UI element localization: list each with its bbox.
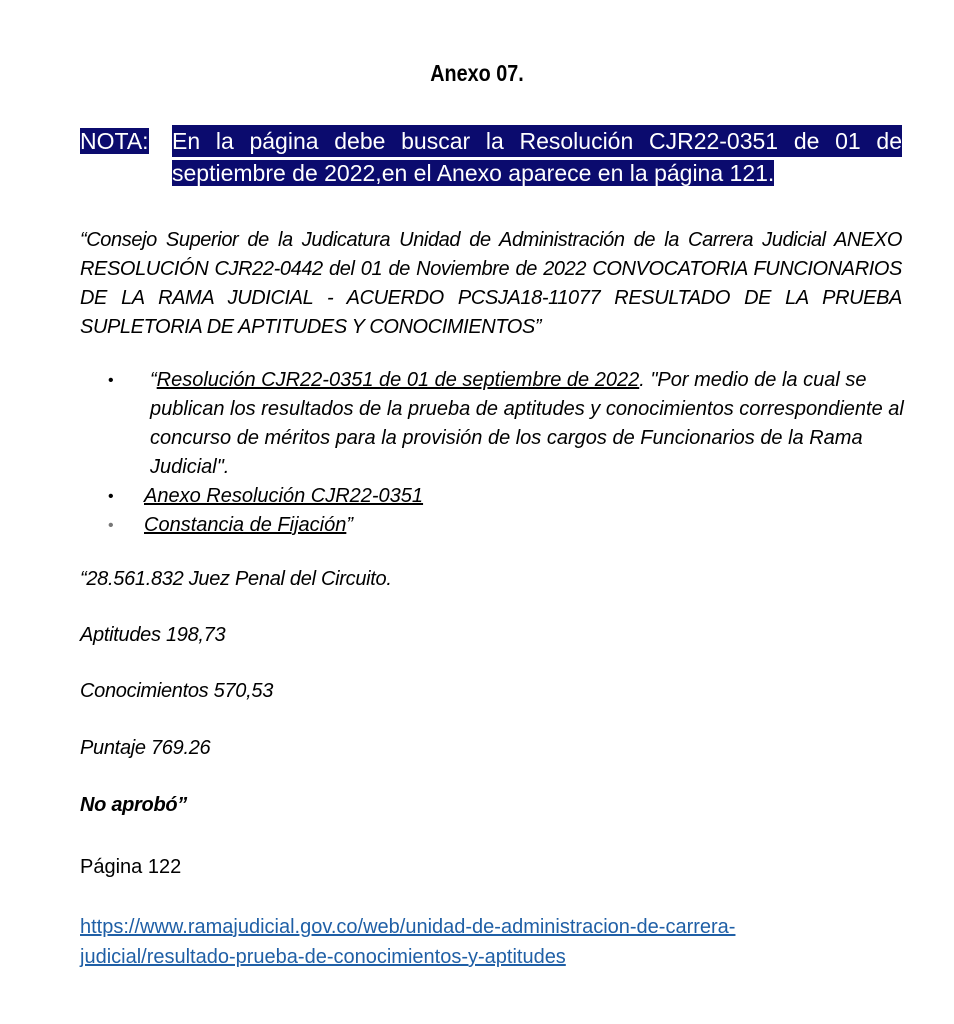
note-word: Resolución <box>519 128 634 154</box>
note-word: la <box>215 128 234 154</box>
annex-title: Anexo 07. <box>430 60 524 86</box>
resolution-link[interactable]: Resolución CJR22-0351 de 01 de septiembre de 2022 <box>156 369 640 391</box>
note-word: debe <box>334 128 386 154</box>
note-word: 01 <box>835 128 861 154</box>
bullet-icon: • <box>108 517 114 534</box>
open-quote: “ <box>150 369 157 391</box>
result-status: No aprobó” <box>80 794 187 816</box>
note-block <box>80 125 902 189</box>
note-word: de <box>793 128 820 154</box>
resolution-description: . "Por medio de la cual se publican los resultados de la prueba de aptitudes y conocimientos correspondiente al concurso de méritos para la provisión de los cargos de Funcionarios de la Rama Judicial". <box>150 369 904 478</box>
list-item <box>108 511 904 540</box>
annex-link[interactable]: Anexo Resolución CJR22-0351 <box>144 485 424 507</box>
note-word: la <box>485 128 504 154</box>
note-word: página <box>249 128 319 154</box>
note-word: buscar <box>401 128 471 154</box>
note-word: En <box>172 128 201 154</box>
note-label: NOTA: <box>80 128 149 154</box>
note-word: CJR22-0351 <box>648 128 779 154</box>
puntaje-score: Puntaje 769.26 <box>80 737 211 759</box>
list-item <box>108 482 904 511</box>
note-line-2: septiembre de 2022,en el Anexo aparece en la página 121. <box>172 160 775 186</box>
reference-list <box>108 366 904 540</box>
constancia-link[interactable]: Constancia de Fijación <box>144 514 347 536</box>
close-quote: ” <box>346 514 354 536</box>
source-url-link[interactable]: https://www.ramajudicial.gov.co/web/unidad-de-administracion-de-carrera-judicial/resultado-prueba-de-conocimientos-y-aptitudes <box>80 916 736 968</box>
list-item <box>108 366 904 482</box>
bullet-icon: • <box>108 488 114 505</box>
candidate-line: “28.561.832 Juez Penal del Circuito. <box>80 568 392 590</box>
aptitudes-score: Aptitudes 198,73 <box>80 624 226 646</box>
note-word: de <box>876 128 902 154</box>
page-reference: Página 122 <box>80 856 182 878</box>
conocimientos-score: Conocimientos 570,53 <box>80 680 274 702</box>
note-line-1 <box>172 125 902 157</box>
bullet-icon: • <box>108 372 114 389</box>
quoted-heading: “Consejo Superior de la Judicatura Unidad de Administración de la Carrera Judicial ANEXO RESOLUCIÓN CJR22-0442 del 01 de Noviembre de 2022 CONVOCATORIA FUNCIONARIOS DE LA RAMA JUDICIAL - ACUERDO PCSJA18-11077 RESULTADO DE LA PRUEBA SUPLETORIA DE APTITUDES Y CONOCIMIENTOS” <box>80 229 902 338</box>
